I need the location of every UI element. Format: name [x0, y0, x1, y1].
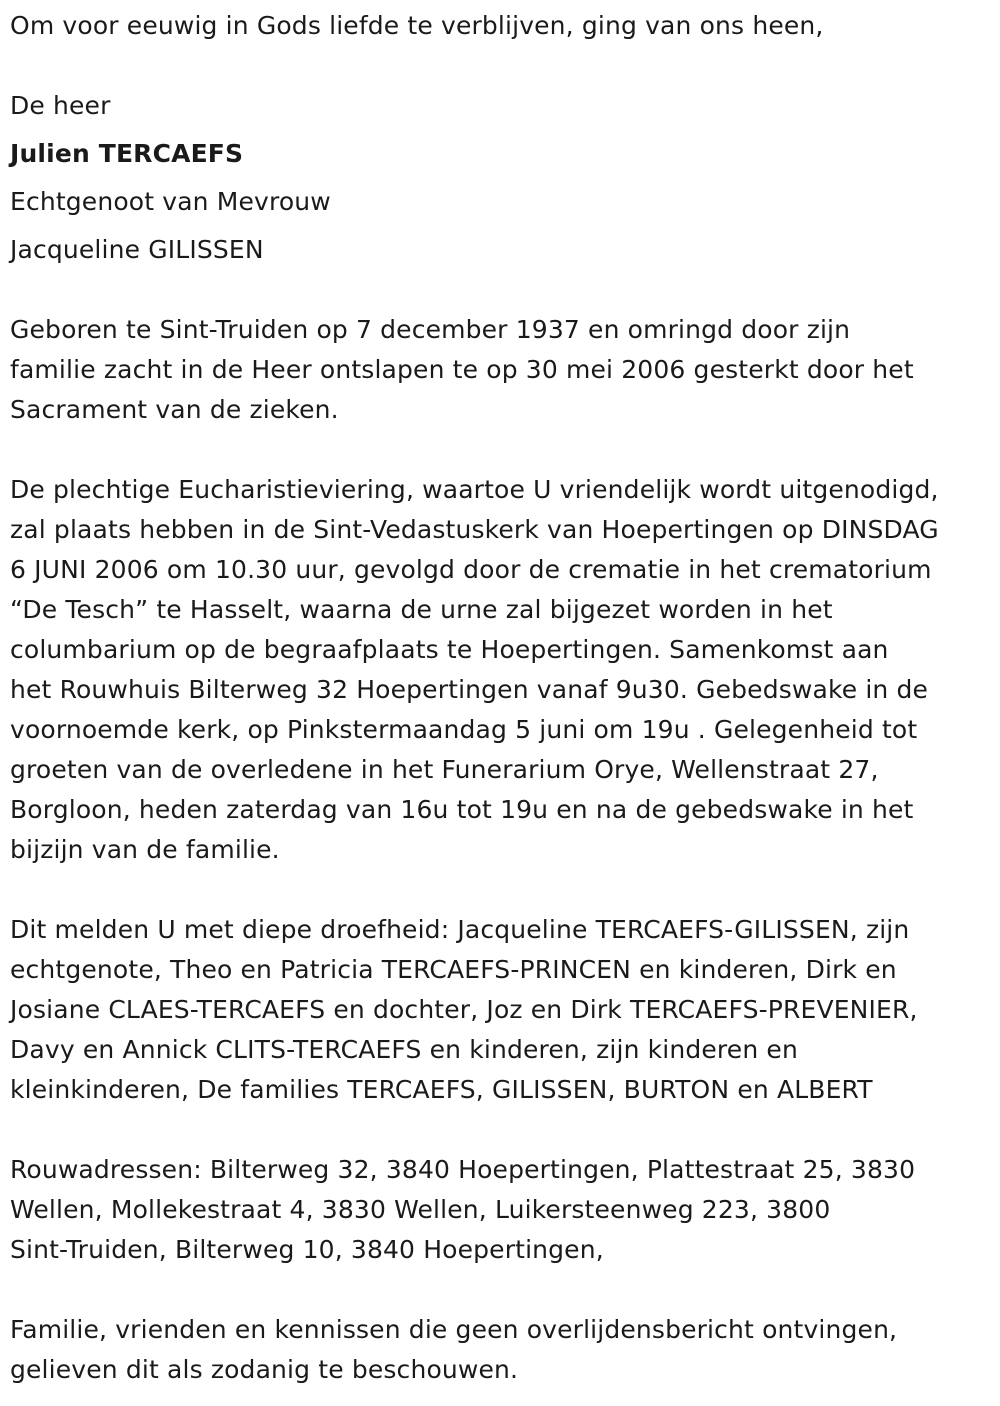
- paragraph-line: 6 JUNI 2006 om 10.30 uur, gevolgd door de crematie in het crematorium: [10, 555, 932, 584]
- paragraph-line: Borgloon, heden zaterdag van 16u tot 19u en na de gebedswake in het: [10, 795, 914, 824]
- paragraph-line: Josiane CLAES-TERCAEFS en dochter, Joz en Dirk TERCAEFS-PREVENIER,: [10, 995, 918, 1024]
- paragraph-line: Rouwadressen: Bilterweg 32, 3840 Hoepertingen, Plattestraat 25, 3830: [10, 1155, 916, 1184]
- paragraph-line: “De Tesch” te Hasselt, waarna de urne zal bijgezet worden in het: [10, 595, 833, 624]
- salutation: De heer: [10, 91, 111, 120]
- paragraph-line: familie zacht in de Heer ontslapen te op 30 mei 2006 gesterkt door het: [10, 355, 914, 384]
- spouse-name: Jacqueline GILISSEN: [10, 235, 264, 264]
- paragraph-line: het Rouwhuis Bilterweg 32 Hoepertingen vanaf 9u30. Gebedswake in de: [10, 675, 929, 704]
- deceased-name: Julien TERCAEFS: [10, 139, 244, 168]
- paragraph-line: voornoemde kerk, op Pinkstermaandag 5 juni om 19u . Gelegenheid tot: [10, 715, 918, 744]
- paragraph-line: columbarium op de begraafplaats te Hoepertingen. Samenkomst aan: [10, 635, 889, 664]
- paragraph-line: zal plaats hebben in de Sint-Vedastuskerk van Hoepertingen op DINSDAG: [10, 515, 939, 544]
- paragraph-line: Familie, vrienden en kennissen die geen overlijdensbericht ontvingen,: [10, 1315, 898, 1344]
- paragraph-line: gelieven dit als zodanig te beschouwen.: [10, 1355, 519, 1384]
- intro-line: Om voor eeuwig in Gods liefde te verblijven, ging van ons heen,: [10, 11, 824, 40]
- paragraph-line: De plechtige Eucharistieviering, waartoe U vriendelijk wordt uitgenodigd,: [10, 475, 939, 504]
- paragraph-line: Dit melden U met diepe droefheid: Jacqueline TERCAEFS-GILISSEN, zijn: [10, 915, 910, 944]
- paragraph-line: Wellen, Mollekestraat 4, 3830 Wellen, Luikersteenweg 223, 3800: [10, 1195, 831, 1224]
- paragraph-line: bijzijn van de familie.: [10, 835, 280, 864]
- paragraph-line: kleinkinderen, De families TERCAEFS, GILISSEN, BURTON en ALBERT: [10, 1075, 873, 1104]
- paragraph-line: Sacrament van de zieken.: [10, 395, 339, 424]
- paragraph-line: Sint-Truiden, Bilterweg 10, 3840 Hoepertingen,: [10, 1235, 604, 1264]
- paragraph-line: Geboren te Sint-Truiden op 7 december 1937 en omringd door zijn: [10, 315, 851, 344]
- spouse-line: Echtgenoot van Mevrouw: [10, 187, 331, 216]
- paragraph-line: groeten van de overledene in het Funerarium Orye, Wellenstraat 27,: [10, 755, 879, 784]
- paragraph-line: echtgenote, Theo en Patricia TERCAEFS-PRINCEN en kinderen, Dirk en: [10, 955, 897, 984]
- paragraph-line: Davy en Annick CLITS-TERCAEFS en kinderen, zijn kinderen en: [10, 1035, 798, 1064]
